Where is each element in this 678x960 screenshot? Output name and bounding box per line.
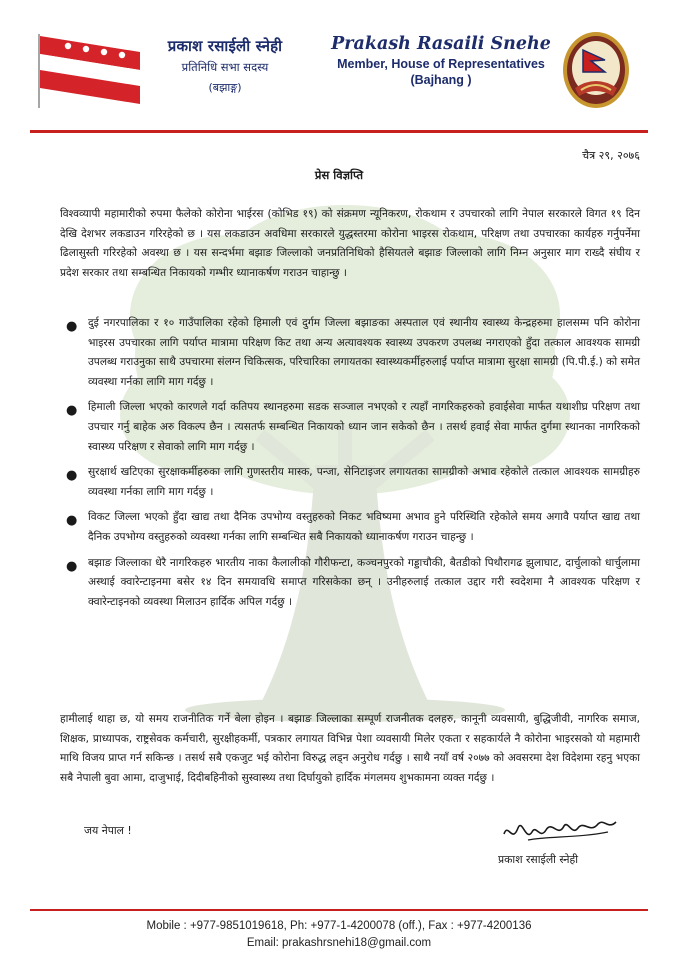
signatory-name: प्रकाश रसाईली स्नेही [498, 853, 579, 866]
demand-text: विकट जिल्ला भएको हुँदा खाद्य तथा दैनिक उपभोग्य वस्तुहरुको निकट भविष्यमा अभाव हुने परिस्थिति रहेकोले समय अगावै पर्याप्त खाद्य तथा दैनिक उपभोग्य वस्तुहरुको व्यवस्था गर्नका लागि सम्बन्धित सबै निकायको ध्यानाकर्षण गराउन चाहन्छु । [88, 511, 640, 543]
constituency-nepali: (बझाङ्ग) [208, 81, 242, 94]
party-flag-icon [34, 30, 146, 110]
header-english-block [328, 34, 554, 87]
bullet-icon: ● [66, 513, 78, 529]
list-item [60, 314, 640, 392]
demand-text: दुई नगरपालिका र १० गाउँपालिका रहेको हिमाली एवं दुर्गम जिल्ला बझाङका अस्पताल एवं स्थानीय स्वास्थ्य केन्द्रहरुमा हालसम्म पनि कोरोना भाइरस उपचारका लागि पर्याप्त मात्रामा परिक्षण किट तथा अन्य अत्यावश्यक स्वास्थ्य उपकरण उपलब्ध नगराएको हुँदा तत्काल आवश्यक सामग्री उपलब्ध गराउनुका साथै उपचारमा संलग्न चिकित्सक, परिचारिका लगायतका स्वास्थ्यकर्मीहरुलाई पर्याप्त मात्रामा सुरक्षा सामग्री (पि.पी.ई.) को समेत व्यवस्था गर्नका लागि माग गर्दछु । [88, 317, 640, 388]
nepal-emblem-icon [561, 30, 631, 112]
demand-text: सुरक्षार्थ खटिएका सुरक्षाकर्मीहरुका लागि गुणस्तरीय मास्क, पन्जा, सेनिटाइजर लगायतका सामग्रीको अभाव रहेकोले तत्काल आवश्यक सामग्रीहरु व्यवस्था गर्नका लागि माग गर्दछु । [88, 466, 640, 498]
member-name-english: Prakash Rasaili Snehe [331, 34, 551, 54]
bullet-icon: ● [66, 558, 78, 574]
closing-paragraph: हामीलाई थाहा छ, यो समय राजनीतिक गर्ने बेला होइन । बझाङ जिल्लाका सम्पूर्ण राजनीतक दलहरु, कानूनी व्यवसायी, बुद्धिजीवी, नागरिक समाज, शिक्षक, प्राध्यापक, राष्ट्रसेवक कर्मचारी, सुरक्षीहकर्मी, पत्रकार लगायत विभिन्न पेशा व्यवसायी मिलेर एकता र सहकार्यले नै कोरोना भाइरसको यो महामारी माथि विजय प्राप्त गर्न सकिन्छ । तसर्थ सबै एकजुट भई कोरोना विरुद्ध लड्न अनुरोध गर्दछु । साथै नयाँ वर्ष २०७७ को अवसरमा देश विदेशमा रहनु भएका सबै नेपाली बुवा आमा, दाजुभाई, दिदीबहिनीको सुस्वास्थ्य तथा दिर्घायुको हार्दिक मंगलमय शुभकामना व्यक्त गर्दछु । [60, 713, 640, 784]
member-role-english: Member, House of Representatives [337, 57, 545, 71]
handwritten-signature [498, 814, 628, 850]
bullet-icon: ● [66, 319, 78, 334]
letter-title: प्रेस विज्ञप्ति [314, 168, 364, 182]
letter-date: चैत्र २९, २०७६ [582, 149, 640, 162]
salutation: जय नेपाल ! [84, 824, 132, 837]
footer-email: Email: prakashrsnehi18@gmail.com [246, 937, 432, 949]
bullet-icon: ● [66, 403, 78, 419]
demand-text: हिमाली जिल्ला भएको कारणले गर्दा कतिपय स्थानहरुमा सडक सञ्जाल नभएको र त्यहाँ नागरिकहरुको हवाईसेवा मार्फत यथाशीघ्र परिक्षण तथा उपचार गर्नु बाहेक अरु विकल्प छैन । त्यसतर्फ सम्बन्धित निकायको ध्यान जान सकेको छैन । तसर्थ हवाई सेवा मार्फत दुर्गमा स्थानका नागरिकको स्वास्थ्य परिक्षण र सेवाको लागि माग गर्दछु । [88, 401, 640, 453]
demands-list [60, 314, 640, 618]
list-item [60, 463, 640, 502]
footer-divider [30, 909, 648, 911]
member-role-nepali: प्रतिनिधि सभा सदस्य [181, 60, 269, 74]
bullet-icon: ● [66, 468, 78, 484]
list-item [60, 398, 640, 457]
member-name-nepali: प्रकाश रसाईली स्नेही [167, 37, 283, 55]
header-nepali-block [150, 36, 300, 95]
constituency-english: (Bajhang ) [410, 73, 472, 87]
intro-paragraph: विश्वव्यापी महामारीको रुपमा फैलेको कोरोना भाईरस (कोभिड १९) को संक्रमण न्यूनिकरण, रोकथाम र उपचारको लागि नेपाल सरकारले विगत १९ दिन देखि देशभर लकडाउन गरिरहेको छ । यस लकडाउन अवधिमा सरकारले युद्धस्तरमा कोरोना भाइरस रोकथाम, परिक्षण तथा उपचारका कार्यहरु गर्नुपर्नेमा ढिलासुस्ती गरिरहेको अवस्था छ । यस सन्दर्भमा बझाङ जिल्लाको जनप्रतिनिधिको हैसियतले बझाङ जिल्लाको लागि निम्न अनुसार माग राख्दै संघीय र प्रदेश सरकार तथा सम्बन्धित निकायको गम्भीर ध्यानाकर्षण गराउन चाहान्छु । [60, 208, 640, 279]
list-item [60, 554, 640, 613]
list-item [60, 508, 640, 547]
footer-contact: Mobile : +977-9851019618, Ph: +977-1-4200078 (off.), Fax : +977-4200136 [146, 920, 532, 932]
header-divider [30, 130, 648, 133]
demand-text: बझाङ जिल्लाका धेरै नागरिकहरु भारतीय नाका कैलालीको गौरीफन्टा, कञ्चनपुरको गड्डाचौकी, बैतडीको पिथौरागढ झुलाघाट, दार्चुलाको धार्चुलामा अस्थाई क्वारेन्टाइनमा बसेर १४ दिन समयावधि समाप्त गरिसकेका छन् । उनीहरुलाई तत्काल उद्दार गरी स्वदेशमा नै आवश्यक परिक्षण र क्वारेन्टाइनको व्यवस्था मिलाउन हार्दिक अपिल गर्दछु । [88, 556, 640, 608]
